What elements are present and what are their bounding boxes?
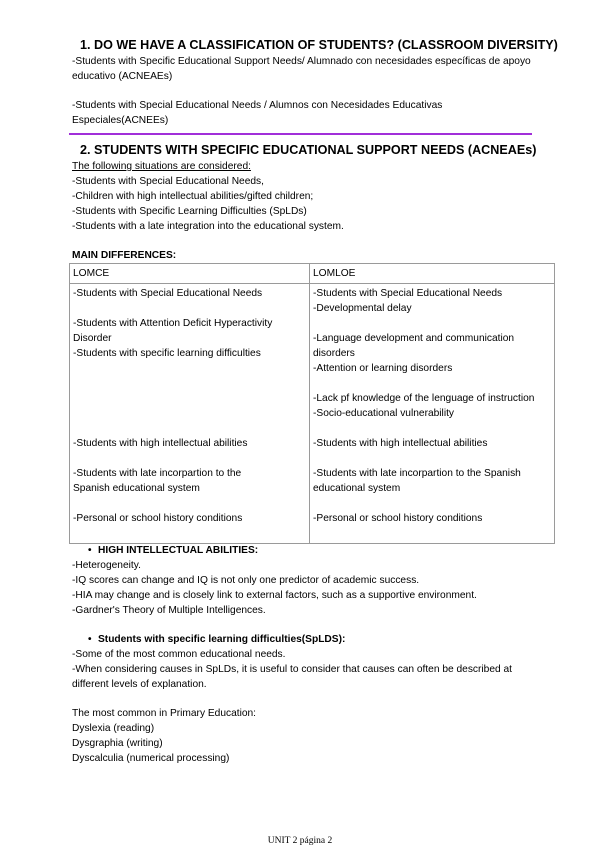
primary-item: Dyscalculia (numerical processing) xyxy=(72,753,230,764)
section-2-item: -Students with a late integration into the educational system. xyxy=(72,221,344,232)
section-2-item: -Children with high intellectual abilities/gifted children; xyxy=(72,191,314,202)
section-1-para-2: -Students with Special Educational Needs / Alumnos con Necesidades Educativas Especiales(ACNEEs) xyxy=(72,100,443,126)
lomloe-line: -Attention or learning disorders xyxy=(313,363,453,374)
bullet-icon: • xyxy=(88,634,92,645)
differences-title: MAIN DIFFERENCES: xyxy=(72,250,177,261)
section-2-intro: The following situations are considered: xyxy=(72,161,251,172)
lomloe-line: -Language development and communication xyxy=(313,333,515,344)
lomce-line: -Personal or school history conditions xyxy=(73,513,243,524)
lomloe-line: disorders xyxy=(313,348,355,359)
primary-intro: The most common in Primary Education: xyxy=(72,708,257,719)
section-2-heading: 2. STUDENTS WITH SPECIFIC EDUCATIONAL SUPPORT NEEDS (ACNEAEs) xyxy=(80,143,537,157)
lomce-line: -Students with late incorpartion to the xyxy=(73,468,242,479)
primary-item: Dysgraphia (writing) xyxy=(72,738,163,749)
high-abilities-heading: HIGH INTELLECTUAL ABILITIES: xyxy=(98,545,259,556)
lomloe-line: educational system xyxy=(313,483,401,494)
lomloe-line: -Lack pf knowledge of the lenguage of instruction xyxy=(313,393,535,404)
lomce-line: -Students with high intellectual abilities xyxy=(73,438,248,449)
lomce-line: -Students with specific learning difficulties xyxy=(73,348,261,359)
splds-item: different levels of explanation. xyxy=(72,679,207,690)
lomce-line: Spanish educational system xyxy=(73,483,200,494)
table-header-lomce: LOMCE xyxy=(70,264,310,284)
section-1-para-1: -Students with Specific Educational Support Needs/ Alumnado con necesidades específicas de apoyo educativo (ACNEAEs) xyxy=(72,56,531,82)
lomloe-line: -Developmental delay xyxy=(313,303,412,314)
bullet-icon: • xyxy=(88,545,92,556)
high-abilities-heading-row xyxy=(88,543,258,558)
splds-item: -Some of the most common educational needs. xyxy=(72,649,286,660)
section-1-heading: 1. DO WE HAVE A CLASSIFICATION OF STUDENTS? (CLASSROOM DIVERSITY) xyxy=(80,38,558,52)
lomloe-line: -Socio-educational vulnerability xyxy=(313,408,455,419)
splds-heading: Students with specific learning difficulties(SpLDS): xyxy=(98,634,346,645)
lomloe-line: -Students with Special Educational Needs xyxy=(313,288,503,299)
primary-item: Dyslexia (reading) xyxy=(72,723,155,734)
splds-heading-row xyxy=(88,632,345,647)
table-row xyxy=(70,284,555,544)
lomce-cell xyxy=(70,284,310,544)
high-abilities-item: -IQ scores can change and IQ is not only one predictor of academic success. xyxy=(72,575,420,586)
differences-table xyxy=(69,263,555,544)
high-abilities-item: -Gardner's Theory of Multiple Intelligences. xyxy=(72,605,266,616)
high-abilities-item: -Heterogeneity. xyxy=(72,560,141,571)
lomloe-line: -Personal or school history conditions xyxy=(313,513,483,524)
lomloe-line: -Students with late incorpartion to the Spanish xyxy=(313,468,521,479)
section-2-item: -Students with Special Educational Needs, xyxy=(72,176,264,187)
high-abilities-item: -HIA may change and is closely link to external factors, such as a supportive environment. xyxy=(72,590,477,601)
table-header-lomloe: LOMLOE xyxy=(310,264,555,284)
lomloe-cell xyxy=(310,284,555,544)
splds-item: -When considering causes in SpLDs, it is useful to consider that causes can often be described at xyxy=(72,664,513,675)
lomce-line: Disorder xyxy=(73,333,112,344)
table-header-row xyxy=(70,264,555,284)
page-footer: UNIT 2 página 2 xyxy=(267,836,333,846)
section-2-item: -Students with Specific Learning Difficulties (SpLDs) xyxy=(72,206,307,217)
section-divider xyxy=(69,133,532,135)
lomloe-line: -Students with high intellectual abilities xyxy=(313,438,488,449)
lomce-line: -Students with Special Educational Needs xyxy=(73,288,263,299)
lomce-line: -Students with Attention Deficit Hyperactivity xyxy=(73,318,273,329)
